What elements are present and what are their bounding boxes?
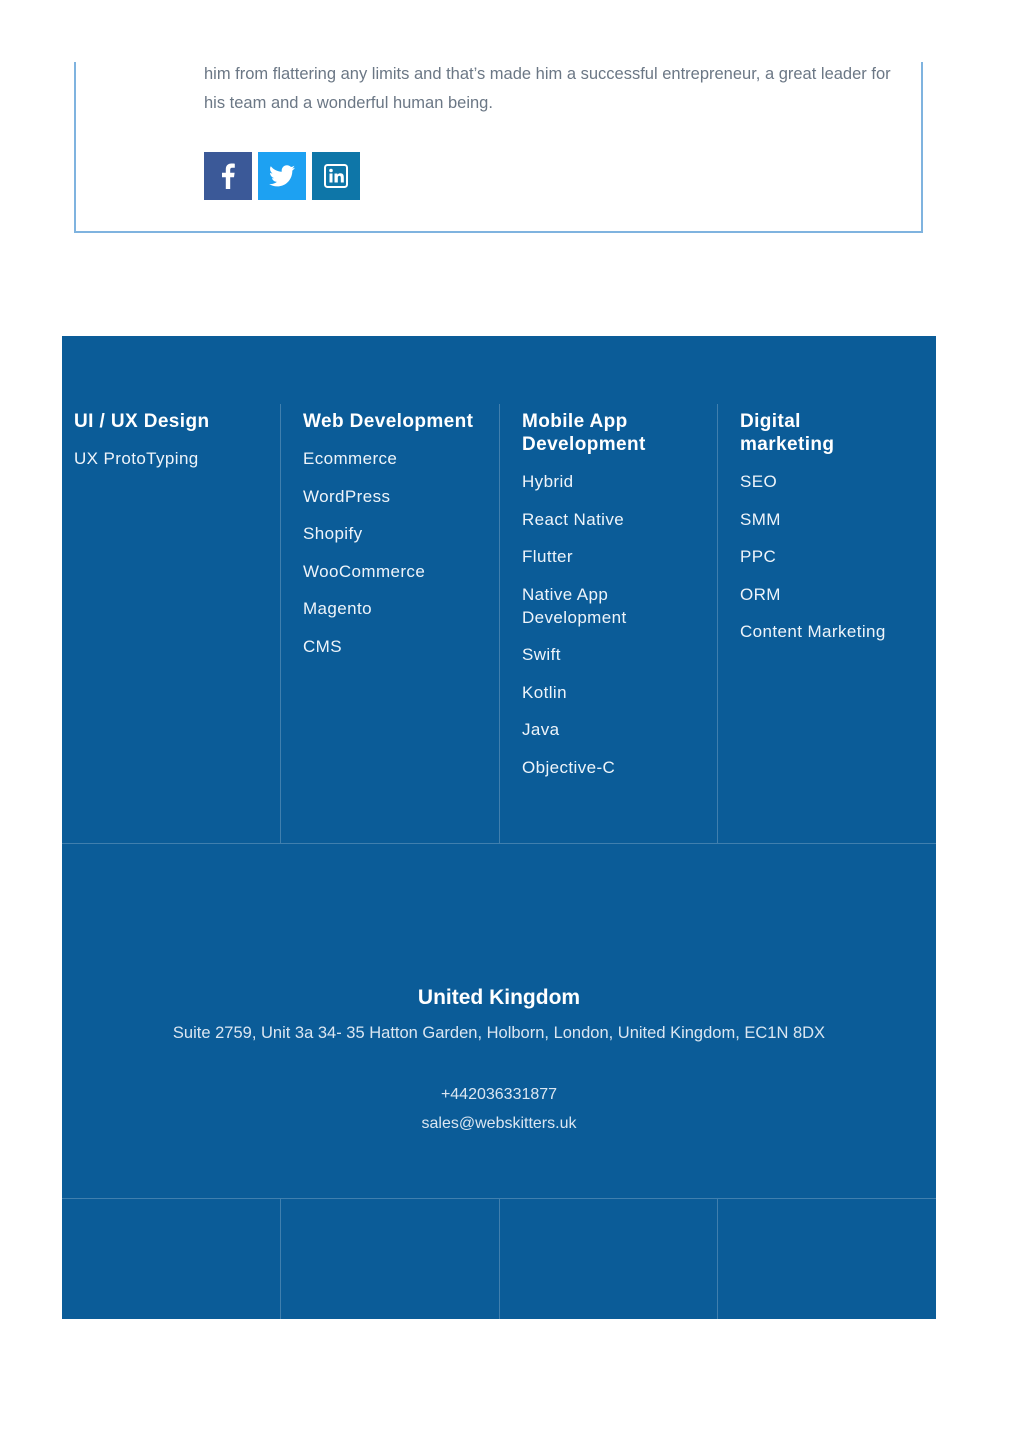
bio-card-top	[70, 0, 930, 62]
office-contact	[62, 984, 936, 1135]
menu-item-ppc[interactable]: PPC	[740, 547, 777, 566]
office-address: Suite 2759, Unit 3a 34- 35 Hatton Garden, Holborn, London, United Kingdom, EC1N 8DX	[172, 1024, 826, 1042]
menu-item-swift[interactable]: Swift	[522, 645, 561, 664]
office-email-link[interactable]: sales@webskitters.uk	[421, 1115, 577, 1132]
menu-list	[303, 447, 483, 658]
menu-item-kotlin[interactable]: Kotlin	[522, 682, 567, 702]
menu-item-magento[interactable]: Magento	[303, 599, 372, 618]
facebook-share-button[interactable]	[204, 152, 252, 200]
twitter-share-button[interactable]	[258, 152, 306, 200]
menu-item-java[interactable]: Java	[522, 720, 560, 739]
footer-column-ui-ux	[74, 410, 274, 470]
menu-item-content-marketing[interactable]: Content Marketing	[740, 622, 886, 641]
menu-list	[740, 470, 930, 643]
footer-column-digital-marketing	[740, 410, 930, 643]
menu-item-cms[interactable]: CMS	[303, 636, 342, 656]
menu-item-flutter[interactable]: Flutter	[522, 547, 573, 566]
facebook-icon	[221, 163, 235, 189]
column-heading: Mobile App Development	[522, 411, 646, 455]
linkedin-share-button[interactable]	[312, 152, 360, 200]
column-divider	[499, 404, 500, 843]
column-divider	[499, 1199, 500, 1319]
menu-item-ux-prototyping[interactable]: UX ProtoTyping	[74, 449, 199, 468]
column-heading: UI / UX Design	[74, 411, 210, 432]
bio-text: him from flattering any limits and that’s made him a successful entrepreneur, a great leader for his team and a wonderful human being.	[204, 65, 891, 112]
menu-item-native-app-development[interactable]: Native App Development	[522, 584, 627, 627]
menu-item-react-native[interactable]: React Native	[522, 509, 625, 529]
menu-item-ecommerce[interactable]: Ecommerce	[303, 449, 398, 468]
menu-item-orm[interactable]: ORM	[740, 584, 781, 604]
office-country: United Kingdom	[417, 986, 581, 1009]
social-share-row	[204, 152, 360, 200]
menu-item-objective-c[interactable]: Objective-C	[522, 757, 616, 777]
footer-column-mobile-app	[522, 410, 692, 779]
menu-item-smm[interactable]: SMM	[740, 509, 781, 529]
menu-item-shopify[interactable]: Shopify	[303, 524, 363, 543]
menu-item-seo[interactable]: SEO	[740, 472, 778, 491]
twitter-icon	[269, 165, 295, 187]
menu-item-wordpress[interactable]: WordPress	[303, 486, 391, 506]
column-divider	[280, 1199, 281, 1319]
menu-list	[522, 470, 692, 779]
office-phone-link[interactable]: +442036331877	[440, 1086, 558, 1103]
column-divider	[717, 404, 718, 843]
footer-column-web-development	[303, 410, 483, 658]
column-heading: Digital marketing	[740, 411, 835, 455]
column-heading: Web Development	[303, 411, 474, 432]
menu-item-hybrid[interactable]: Hybrid	[522, 472, 574, 491]
linkedin-icon	[324, 164, 348, 188]
menu-item-woocommerce[interactable]: WooCommerce	[303, 561, 426, 581]
section-divider	[62, 843, 936, 844]
column-divider	[280, 404, 281, 843]
column-divider	[717, 1199, 718, 1319]
site-footer	[62, 336, 936, 1319]
menu-list	[74, 447, 274, 470]
